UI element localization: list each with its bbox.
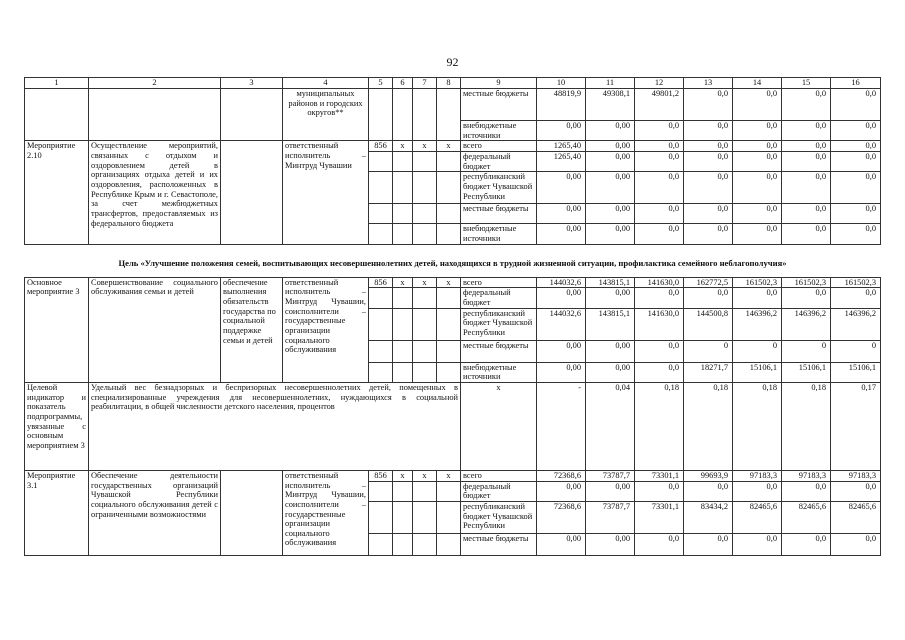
empty-cell bbox=[437, 151, 461, 171]
funding-source-cell: республиканский бюджет Чувашской Республики bbox=[461, 308, 537, 340]
empty-cell bbox=[393, 224, 413, 244]
value-cell: 0,00 bbox=[586, 533, 635, 555]
value-cell: 0,0 bbox=[831, 89, 881, 121]
value-cell: 0,00 bbox=[586, 340, 635, 362]
value-cell: 0,0 bbox=[684, 288, 733, 308]
funding-source-cell: местные бюджеты bbox=[461, 533, 537, 555]
value-cell: 0,00 bbox=[586, 288, 635, 308]
empty-cell bbox=[437, 340, 461, 362]
empty-cell bbox=[369, 172, 393, 204]
empty-cell bbox=[369, 340, 393, 362]
code-cell: x bbox=[413, 141, 437, 152]
value-cell: 0,0 bbox=[782, 224, 831, 244]
value-cell: 73301,1 bbox=[635, 470, 684, 481]
column-number: 7 bbox=[413, 78, 437, 89]
value-cell: 141630,0 bbox=[635, 308, 684, 340]
funding-source-cell: всего bbox=[461, 141, 537, 152]
header-row bbox=[25, 78, 881, 89]
program-table bbox=[24, 77, 881, 556]
value-cell: 0,0 bbox=[684, 204, 733, 224]
empty-cell bbox=[89, 89, 221, 141]
value-cell: 0,0 bbox=[733, 481, 782, 501]
value-cell: 0,00 bbox=[586, 172, 635, 204]
empty-cell bbox=[413, 89, 437, 141]
value-cell: 0,0 bbox=[733, 172, 782, 204]
empty-cell bbox=[393, 481, 413, 501]
empty-cell bbox=[413, 224, 437, 244]
value-cell: 0,0 bbox=[782, 89, 831, 121]
value-cell: 0,0 bbox=[782, 141, 831, 152]
funding-source-cell: федеральный бюджет bbox=[461, 288, 537, 308]
funding-source-cell: местные бюджеты bbox=[461, 89, 537, 121]
measure-description-cell: Обеспечение деятельности государственных организаций Чувашской Республики социального обслуживания детей с ограниченными возможностями bbox=[89, 470, 221, 555]
empty-cell bbox=[369, 533, 393, 555]
value-cell: 0,00 bbox=[586, 121, 635, 141]
empty-cell bbox=[393, 151, 413, 171]
empty-cell bbox=[393, 340, 413, 362]
code-cell: 856 bbox=[369, 141, 393, 152]
empty-cell bbox=[221, 470, 283, 555]
funding-source-cell: местные бюджеты bbox=[461, 340, 537, 362]
value-cell: 73301,1 bbox=[635, 501, 684, 533]
value-cell: 99693,9 bbox=[684, 470, 733, 481]
indicator-value-cell: 0,18 bbox=[782, 382, 831, 470]
value-cell: 0,0 bbox=[733, 204, 782, 224]
value-cell: 0,0 bbox=[831, 121, 881, 141]
measure-description-cell: Совершенствование социального обслуживания семьи и детей bbox=[89, 277, 221, 382]
value-cell: 0,0 bbox=[733, 141, 782, 152]
responsible-cell: ответственный исполнитель – Минтруд Чувашии, соисполнители – государственные организации социального обслуживания bbox=[283, 277, 369, 382]
value-cell: 1265,40 bbox=[537, 141, 586, 152]
empty-cell bbox=[393, 288, 413, 308]
funding-source-cell: федеральный бюджет bbox=[461, 481, 537, 501]
value-cell: 15106,1 bbox=[733, 362, 782, 382]
table-body bbox=[25, 78, 881, 556]
column-number: 14 bbox=[733, 78, 782, 89]
indicator-value-cell: 0,18 bbox=[733, 382, 782, 470]
column-number: 10 bbox=[537, 78, 586, 89]
indicator-value-cell: 0,17 bbox=[831, 382, 881, 470]
value-cell: 18271,7 bbox=[684, 362, 733, 382]
value-cell: 0,0 bbox=[782, 288, 831, 308]
value-cell: 0,00 bbox=[537, 362, 586, 382]
value-cell: 0,0 bbox=[635, 340, 684, 362]
value-cell: 0,0 bbox=[635, 172, 684, 204]
empty-cell bbox=[369, 308, 393, 340]
value-cell: 0,0 bbox=[635, 533, 684, 555]
code-cell: x bbox=[413, 470, 437, 481]
column-number: 2 bbox=[89, 78, 221, 89]
column-number: 6 bbox=[393, 78, 413, 89]
value-cell: 0,00 bbox=[537, 172, 586, 204]
measure-name-cell: Мероприятие 2.10 bbox=[25, 141, 89, 244]
code-cell: x bbox=[393, 470, 413, 481]
table-row bbox=[25, 89, 881, 121]
value-cell: 0,0 bbox=[831, 204, 881, 224]
value-cell: 0,0 bbox=[831, 172, 881, 204]
value-cell: 162772,5 bbox=[684, 277, 733, 288]
value-cell: 72368,6 bbox=[537, 470, 586, 481]
value-cell: 0,0 bbox=[782, 172, 831, 204]
empty-cell bbox=[393, 308, 413, 340]
column-number: 16 bbox=[831, 78, 881, 89]
value-cell: 97183,3 bbox=[733, 470, 782, 481]
value-cell: 0,0 bbox=[635, 362, 684, 382]
empty-cell bbox=[369, 224, 393, 244]
value-cell: 15106,1 bbox=[782, 362, 831, 382]
measure-name-cell: Основное мероприятие 3 bbox=[25, 277, 89, 382]
value-cell: 0,0 bbox=[733, 533, 782, 555]
column-number: 8 bbox=[437, 78, 461, 89]
empty-cell bbox=[437, 89, 461, 141]
value-cell: 0,0 bbox=[635, 141, 684, 152]
value-cell: 0,0 bbox=[782, 121, 831, 141]
column-number: 4 bbox=[283, 78, 369, 89]
value-cell: 0,0 bbox=[684, 172, 733, 204]
value-cell: 0,00 bbox=[586, 362, 635, 382]
value-cell: 0,0 bbox=[684, 89, 733, 121]
funding-source-cell: федеральный бюджет bbox=[461, 151, 537, 171]
empty-cell bbox=[437, 533, 461, 555]
empty-cell bbox=[393, 172, 413, 204]
column-number: 15 bbox=[782, 78, 831, 89]
value-cell: 0,00 bbox=[537, 204, 586, 224]
value-cell: 0,00 bbox=[537, 288, 586, 308]
value-cell: 0,0 bbox=[831, 481, 881, 501]
empty-cell bbox=[221, 141, 283, 244]
column-number: 11 bbox=[586, 78, 635, 89]
value-cell: 161502,3 bbox=[782, 277, 831, 288]
value-cell: 0,0 bbox=[684, 481, 733, 501]
value-cell: 0,00 bbox=[537, 533, 586, 555]
indicator-description-cell: Удельный вес безнадзорных и беспризорных несовершеннолетних детей, помещенных в специализированные учреждения для несовершеннолетних, нуждающихся в социальной реабилитации, в общей численности детского населения, процентов bbox=[89, 382, 461, 470]
empty-cell bbox=[437, 288, 461, 308]
empty-cell bbox=[437, 362, 461, 382]
indicator-value-cell: - bbox=[537, 382, 586, 470]
value-cell: 0,0 bbox=[733, 288, 782, 308]
column-number: 5 bbox=[369, 78, 393, 89]
column-number: 3 bbox=[221, 78, 283, 89]
value-cell: 0,00 bbox=[586, 481, 635, 501]
empty-cell bbox=[437, 501, 461, 533]
value-cell: 0,0 bbox=[733, 89, 782, 121]
value-cell: 161502,3 bbox=[733, 277, 782, 288]
value-cell: 0,00 bbox=[537, 224, 586, 244]
value-cell: 146396,2 bbox=[831, 308, 881, 340]
empty-cell bbox=[413, 172, 437, 204]
measure-description-cell: Осуществление мероприятий, связанных с отдыхом и оздоровлением детей в организациях отдыха детей и их оздоровления, расположенных в Республике Крым и г. Севастополе, за счет межбюджетных трансфертов, предоставляемых из федерального бюджета bbox=[89, 141, 221, 244]
empty-cell bbox=[413, 501, 437, 533]
value-cell: 0,0 bbox=[831, 224, 881, 244]
value-cell: 0,00 bbox=[537, 481, 586, 501]
empty-cell bbox=[369, 481, 393, 501]
value-cell: 0,0 bbox=[635, 288, 684, 308]
column-number: 1 bbox=[25, 78, 89, 89]
value-cell: 0,0 bbox=[684, 224, 733, 244]
column-number: 13 bbox=[684, 78, 733, 89]
funding-source-cell: местные бюджеты bbox=[461, 204, 537, 224]
value-cell: 0 bbox=[733, 340, 782, 362]
empty-cell bbox=[369, 501, 393, 533]
empty-cell bbox=[413, 481, 437, 501]
code-cell: x bbox=[393, 277, 413, 288]
value-cell: 97183,3 bbox=[782, 470, 831, 481]
value-cell: 0,0 bbox=[635, 481, 684, 501]
empty-cell bbox=[393, 501, 413, 533]
value-cell: 0,0 bbox=[684, 151, 733, 171]
empty-cell bbox=[393, 204, 413, 224]
value-cell: 0 bbox=[782, 340, 831, 362]
value-cell: 72368,6 bbox=[537, 501, 586, 533]
value-cell: 0,0 bbox=[635, 204, 684, 224]
code-cell: x bbox=[437, 470, 461, 481]
value-cell: 82465,6 bbox=[733, 501, 782, 533]
value-cell: 48819,9 bbox=[537, 89, 586, 121]
value-cell: 73787,7 bbox=[586, 470, 635, 481]
goal-row bbox=[25, 244, 881, 277]
value-cell: 49801,2 bbox=[635, 89, 684, 121]
responsible-cell: ответственный исполнитель – Минтруд Чувашии, соисполнители – государственные организации социального обслуживания bbox=[283, 470, 369, 555]
code-cell: x bbox=[437, 141, 461, 152]
empty-cell bbox=[437, 204, 461, 224]
empty-cell bbox=[369, 204, 393, 224]
value-cell: 0,00 bbox=[537, 121, 586, 141]
empty-cell bbox=[393, 89, 413, 141]
responsible-cell: муниципальных районов и городских округов** bbox=[283, 89, 369, 141]
empty-cell bbox=[437, 224, 461, 244]
empty-cell bbox=[413, 204, 437, 224]
value-cell: 0,0 bbox=[782, 151, 831, 171]
empty-cell bbox=[369, 151, 393, 171]
funding-source-cell: всего bbox=[461, 277, 537, 288]
indicator-value-cell: 0,04 bbox=[586, 382, 635, 470]
code-cell: x bbox=[437, 277, 461, 288]
empty-cell bbox=[413, 151, 437, 171]
value-cell: 0,0 bbox=[831, 288, 881, 308]
value-cell: 0,0 bbox=[635, 151, 684, 171]
value-cell: 146396,2 bbox=[782, 308, 831, 340]
code-cell: x bbox=[393, 141, 413, 152]
value-cell: 0,0 bbox=[684, 141, 733, 152]
value-cell: 82465,6 bbox=[831, 501, 881, 533]
code-cell: 856 bbox=[369, 277, 393, 288]
page-number: 92 bbox=[446, 55, 459, 69]
empty-cell bbox=[437, 308, 461, 340]
code-cell: 856 bbox=[369, 470, 393, 481]
value-cell: 1265,40 bbox=[537, 151, 586, 171]
responsible-cell: ответственный исполнитель – Минтруд Чувашии bbox=[283, 141, 369, 244]
value-cell: 0,00 bbox=[586, 204, 635, 224]
value-cell: 0,0 bbox=[733, 224, 782, 244]
table-row bbox=[25, 470, 881, 481]
value-cell: 0 bbox=[831, 340, 881, 362]
funding-source-cell: всего bbox=[461, 470, 537, 481]
empty-cell bbox=[369, 89, 393, 141]
value-cell: 0,00 bbox=[586, 141, 635, 152]
value-cell: 0,0 bbox=[831, 533, 881, 555]
empty-cell bbox=[393, 362, 413, 382]
empty-cell bbox=[393, 533, 413, 555]
value-cell: 97183,3 bbox=[831, 470, 881, 481]
value-cell: 0,0 bbox=[733, 121, 782, 141]
value-cell: 0,0 bbox=[782, 533, 831, 555]
value-cell: 0,0 bbox=[831, 151, 881, 171]
empty-cell bbox=[369, 362, 393, 382]
indicator-name-cell: Целевой индикатор и показатель подпрограммы, увязанные с основным мероприятием 3 bbox=[25, 382, 89, 470]
funding-source-cell: внебюджетные источники bbox=[461, 121, 537, 141]
code-cell: x bbox=[413, 277, 437, 288]
measure-name-cell: Мероприятие 3.1 bbox=[25, 470, 89, 555]
value-cell: 144032,6 bbox=[537, 277, 586, 288]
value-cell: 141630,0 bbox=[635, 277, 684, 288]
value-cell: 143815,1 bbox=[586, 277, 635, 288]
funding-source-cell: республиканский бюджет Чувашской Республики bbox=[461, 172, 537, 204]
value-cell: 82465,6 bbox=[782, 501, 831, 533]
empty-cell bbox=[369, 288, 393, 308]
value-cell: 73787,7 bbox=[586, 501, 635, 533]
value-cell: 0,0 bbox=[782, 481, 831, 501]
empty-cell bbox=[437, 481, 461, 501]
empty-cell bbox=[413, 340, 437, 362]
empty-cell bbox=[413, 288, 437, 308]
value-cell: 0,00 bbox=[586, 224, 635, 244]
objective-cell: обеспечение выполнения обязательств государства по социальной поддержке семьи и детей bbox=[221, 277, 283, 382]
value-cell: 0,0 bbox=[684, 121, 733, 141]
empty-cell bbox=[413, 308, 437, 340]
value-cell: 0,0 bbox=[831, 141, 881, 152]
empty-cell bbox=[413, 533, 437, 555]
funding-source-cell: внебюджетные источники bbox=[461, 224, 537, 244]
value-cell: 143815,1 bbox=[586, 308, 635, 340]
value-cell: 161502,3 bbox=[831, 277, 881, 288]
table-row bbox=[25, 141, 881, 152]
value-cell: 0,0 bbox=[635, 121, 684, 141]
value-cell: 0,0 bbox=[733, 151, 782, 171]
column-number: 9 bbox=[461, 78, 537, 89]
code-cell: x bbox=[461, 382, 537, 470]
value-cell: 83434,2 bbox=[684, 501, 733, 533]
indicator-value-cell: 0,18 bbox=[635, 382, 684, 470]
value-cell: 0,0 bbox=[635, 224, 684, 244]
value-cell: 0,00 bbox=[586, 151, 635, 171]
value-cell: 144500,8 bbox=[684, 308, 733, 340]
value-cell: 0,0 bbox=[782, 204, 831, 224]
value-cell: 0,00 bbox=[537, 340, 586, 362]
indicator-row bbox=[25, 382, 881, 470]
value-cell: 144032,6 bbox=[537, 308, 586, 340]
value-cell: 15106,1 bbox=[831, 362, 881, 382]
empty-cell bbox=[413, 362, 437, 382]
value-cell: 0,0 bbox=[684, 533, 733, 555]
indicator-value-cell: 0,18 bbox=[684, 382, 733, 470]
column-number: 12 bbox=[635, 78, 684, 89]
goal-heading: Цель «Улучшение положения семей, воспитывающих несовершеннолетних детей, находящихся в трудной жизненной ситуации, профилактика семейного неблагополучия» bbox=[25, 244, 881, 277]
table-row bbox=[25, 277, 881, 288]
empty-cell bbox=[221, 89, 283, 141]
funding-source-cell: республиканский бюджет Чувашской Республики bbox=[461, 501, 537, 533]
value-cell: 0 bbox=[684, 340, 733, 362]
value-cell: 49308,1 bbox=[586, 89, 635, 121]
value-cell: 146396,2 bbox=[733, 308, 782, 340]
funding-source-cell: внебюджетные источники bbox=[461, 362, 537, 382]
empty-cell bbox=[437, 172, 461, 204]
empty-cell bbox=[25, 89, 89, 141]
